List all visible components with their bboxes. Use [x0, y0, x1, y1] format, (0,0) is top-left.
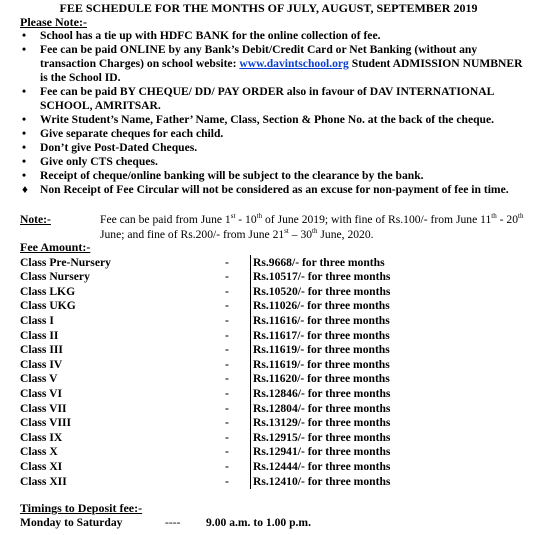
note-text: Write Student’s Name, Father’ Name, Class, Section & Phone No. at the back of the cheque.	[40, 113, 495, 126]
class-name: Class III	[20, 343, 63, 357]
class-name: Class X	[20, 445, 58, 459]
separator: -	[225, 270, 229, 284]
table-row	[20, 430, 390, 445]
note-text: Fee can be paid ONLINE by any Bank’s Debit/Credit Card or Net Banking (without any transaction Charges) on school website:	[40, 43, 478, 70]
fee-amount: Rs.9668/- for three months	[251, 255, 391, 270]
bullet-icon: •	[22, 169, 27, 182]
fee-amount: Rs.10520/- for three months	[251, 284, 391, 299]
timings-separator: ----	[165, 516, 181, 529]
table-row	[20, 299, 390, 314]
note-item	[20, 43, 525, 85]
separator: -	[225, 357, 229, 371]
fine-note-part: June; and fine of Rs.200/- from June 21	[100, 228, 285, 241]
table-row	[20, 270, 390, 285]
class-name: Class XI	[20, 459, 63, 473]
separator: -	[225, 314, 229, 327]
fee-amount: Rs.12846/- for three months	[251, 386, 391, 401]
fee-amount: Rs.13129/- for three months	[251, 416, 391, 431]
timings-heading: Timings to Deposit fee:-	[20, 501, 143, 515]
note-item	[20, 183, 525, 197]
fine-note-sup: st	[230, 212, 236, 221]
class-name: Class V	[20, 372, 58, 386]
table-row	[20, 401, 390, 416]
notes-list	[20, 29, 525, 197]
fee-amount: Rs.12410/- for three months	[251, 474, 391, 489]
bullet-icon: •	[22, 85, 27, 98]
class-name: Class VII	[20, 401, 67, 415]
page-title: FEE SCHEDULE FOR THE MONTHS OF JULY, AUGUST, SEPTEMBER 2019	[59, 1, 478, 15]
bullet-icon: •	[22, 29, 27, 42]
bullet-icon: •	[22, 43, 27, 56]
diamond-bullet-icon: ♦	[22, 183, 28, 196]
note-text: Receipt of cheque/online banking will be subject to the clearance by the bank.	[40, 169, 424, 182]
table-row	[20, 357, 390, 372]
bullet-icon: •	[22, 155, 27, 168]
table-row	[20, 386, 390, 401]
school-website-link[interactable]: www.davintschool.org	[239, 57, 349, 70]
timings-day: Monday to Saturday	[20, 516, 123, 529]
fine-note-label: Note:-	[20, 213, 51, 226]
separator: -	[225, 401, 229, 415]
note-text: Give only CTS cheques.	[40, 155, 158, 168]
fine-note-part: - 10	[235, 213, 257, 226]
fee-amount: Rs.12941/- for three months	[251, 445, 391, 460]
note-item	[20, 127, 525, 141]
separator: -	[225, 343, 229, 357]
fee-amount: Rs.11620/- for three months	[251, 372, 391, 387]
note-text: Student ADMISSION NUMBNER is the School ID.	[40, 57, 523, 84]
timings-hours: 9.00 a.m. to 1.00 p.m.	[206, 516, 311, 529]
note-text: Fee can be paid BY CHEQUE/ DD/ PAY ORDER also in favour of DAV INTERNATIONAL SCHOOL, AMRITSAR.	[40, 85, 494, 112]
bullet-icon: •	[22, 113, 27, 126]
separator: -	[225, 430, 229, 444]
fine-note-part: Fee can be paid from June 1	[100, 213, 231, 226]
table-row	[20, 343, 390, 358]
note-item	[20, 169, 525, 183]
table-row	[20, 474, 390, 489]
fine-note-part: - 20	[496, 213, 518, 226]
class-name: Class I	[20, 314, 54, 327]
table-row	[20, 328, 390, 343]
separator: -	[225, 372, 229, 386]
class-name: Class II	[20, 328, 59, 342]
class-name: Class IX	[20, 430, 63, 444]
table-row	[20, 416, 390, 431]
fee-amount: Rs.12915/- for three months	[251, 430, 391, 445]
fine-note-sup: th	[518, 212, 524, 221]
separator: -	[225, 284, 229, 298]
note-text: Don’t give Post-Dated Cheques.	[40, 141, 198, 154]
table-row	[20, 313, 390, 328]
class-name: Class Nursery	[20, 270, 90, 284]
fee-amount: Rs.12804/- for three months	[251, 401, 391, 416]
fee-amount: Rs.11619/- for three months	[251, 343, 391, 358]
class-name: Class UKG	[20, 299, 76, 313]
note-item	[20, 85, 525, 113]
fee-amount: Rs.10517/- for three months	[251, 270, 391, 285]
separator: -	[225, 474, 229, 488]
separator: -	[225, 255, 229, 269]
bullet-icon: •	[22, 127, 27, 140]
table-row	[20, 459, 390, 474]
fee-amount: Rs.12444/- for three months	[251, 459, 391, 474]
table-row	[20, 255, 390, 270]
fee-amount: Rs.11616/- for three months	[251, 313, 391, 328]
table-row	[20, 284, 390, 299]
class-name: Class XII	[20, 474, 67, 488]
notes-heading: Please Note:-	[20, 15, 87, 29]
separator: -	[225, 416, 229, 430]
separator: -	[225, 328, 229, 342]
bullet-icon: •	[22, 141, 27, 154]
note-text: School has a tie up with HDFC BANK for the online collection of fee.	[40, 29, 381, 42]
note-item	[20, 29, 525, 43]
table-row	[20, 445, 390, 460]
separator: -	[225, 386, 229, 400]
fine-note-part: of June 2019; with fine of Rs.100/- from June 11	[262, 213, 492, 226]
class-name: Class IV	[20, 357, 63, 371]
fine-note-sup: th	[312, 227, 318, 236]
table-row	[20, 372, 390, 387]
fine-note-part: – 30	[288, 228, 313, 241]
class-name: Class Pre-Nursery	[20, 255, 111, 269]
class-name: Class LKG	[20, 284, 76, 298]
fee-amount-heading: Fee Amount:-	[20, 240, 91, 254]
class-name: Class VIII	[20, 416, 72, 430]
fee-amount: Rs.11619/- for three months	[251, 357, 391, 372]
fee-table	[20, 255, 390, 489]
class-name: Class VI	[20, 386, 62, 400]
note-text: Non Receipt of Fee Circular will not be considered as an excuse for non-payment of fee in time.	[40, 183, 509, 196]
fine-note-text	[100, 212, 532, 242]
fee-amount: Rs.11026/- for three months	[251, 299, 391, 314]
separator: -	[225, 459, 229, 473]
fee-amount: Rs.11617/- for three months	[251, 328, 391, 343]
separator: -	[225, 299, 229, 313]
note-item	[20, 155, 525, 169]
note-item	[20, 141, 525, 155]
fine-note-sup: th	[256, 212, 263, 221]
note-text: Give separate cheques for each child.	[40, 127, 224, 140]
note-item	[20, 113, 525, 127]
separator: -	[225, 445, 229, 459]
fine-note-sup: st	[284, 227, 289, 236]
fine-note-sup: th	[491, 212, 497, 221]
fine-note-part: June, 2020.	[317, 228, 374, 241]
